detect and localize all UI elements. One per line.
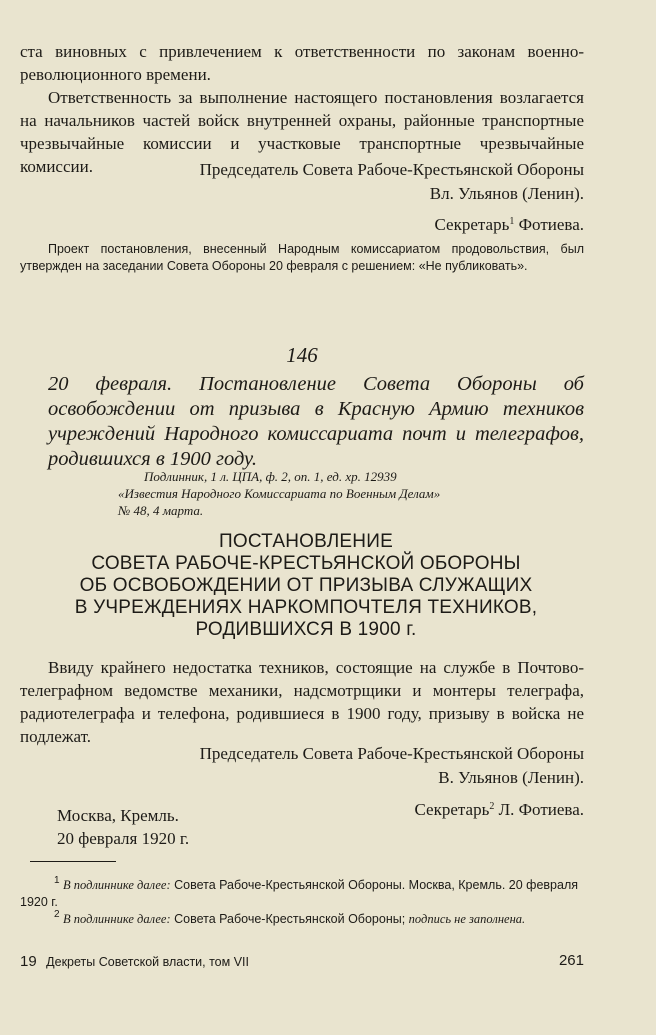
page-number: 261 — [558, 952, 584, 969]
signature-line: Секретарь$^2$ Л. Фотиева. — [414, 800, 584, 819]
footnotes — [20, 877, 584, 928]
signature-line: Председатель Совета Рабоче-Крестьянской Обороны — [199, 160, 584, 179]
signature-line: Председатель Совета Рабоче-Крестьянской Обороны — [199, 744, 584, 763]
document-title: 20 февраля. Постановление Совета Обороны об освобождении от призыва в Красную Армию техников учреждений Народного комиссариата почт и телеграфов, родившихся в 1900 году. — [48, 373, 584, 470]
signature-line: Вл. Ульянов (Ленин). — [429, 184, 584, 203]
footnote: $^1$ В подлиннике далее: Совета Рабоче-Крестьянской Обороны. Москва, Кремль. 20 февраля 1920 г. — [20, 875, 579, 909]
document-number: 146 — [286, 343, 318, 367]
heading-line: СОВЕТА РАБОЧЕ-КРЕСТЬЯНСКОЙ ОБОРОНЫ — [91, 553, 521, 574]
paragraph: Ответственность за выполнение настоящего постановления возлагается на начальников частей войск внутренней охраны, районные транспортные чрезвычайные комиссии и участковые транспортные чрезвычайные комиссии. — [20, 88, 584, 176]
paragraph: ста виновных с привлечением к ответственности по законам военно-революционного времени. — [20, 42, 584, 84]
place-date — [57, 804, 584, 850]
source-line: «Известия Народного Комиссариата по Военным Делам» — [118, 486, 441, 501]
place: Москва, Кремль. — [57, 806, 179, 825]
footnote-rule — [30, 861, 116, 862]
signature-number: 19 — [20, 953, 37, 970]
heading-line: ОБ ОСВОБОЖДЕНИИ ОТ ПРИЗЫВА СЛУЖАЩИХ — [79, 575, 533, 596]
editorial-note: Проект постановления, внесенный Народным комиссариатом продовольствия, был утвержден на заседании Совета Обороны 20 февраля с решением: «Не публиковать». — [20, 242, 584, 273]
heading-line: РОДИВШИХСЯ В 1900 г. — [195, 619, 417, 640]
running-footer — [20, 953, 249, 970]
source-note — [118, 468, 584, 519]
heading-line: ПОСТАНОВЛЕНИЕ — [219, 531, 393, 552]
signature-line: В. Ульянов (Ленин). — [438, 768, 584, 787]
signature-line: Секретарь$^1$ Фотиева. — [434, 215, 584, 234]
decree-heading — [28, 531, 584, 641]
heading-line: В УЧРЕЖДЕНИЯХ НАРКОМПОЧТЕЛЯ ТЕХНИКОВ, — [74, 597, 538, 618]
decree-body: Ввиду крайнего недостатка техников, состоящие на службе в Почтово-телеграфном ведомстве механики, надсмотрщики и монтеры телеграфа, радиотелеграфа и телефона, родившиеся в 1900 году, призыву в войска не подлежат. — [20, 658, 584, 746]
source-line: № 48, 4 марта. — [118, 503, 204, 518]
date: 20 февраля 1920 г. — [57, 829, 190, 848]
footnote: $^2$ В подлиннике далее: Совета Рабоче-Крестьянской Обороны; подпись не заполнена. — [54, 909, 526, 926]
signature-block — [20, 158, 584, 237]
book-title: Декреты Советской власти, том VII — [46, 955, 249, 969]
source-line: Подлинник, 1 л. ЦПА, ф. 2, оп. 1, ед. хр. 12939 — [144, 469, 397, 484]
